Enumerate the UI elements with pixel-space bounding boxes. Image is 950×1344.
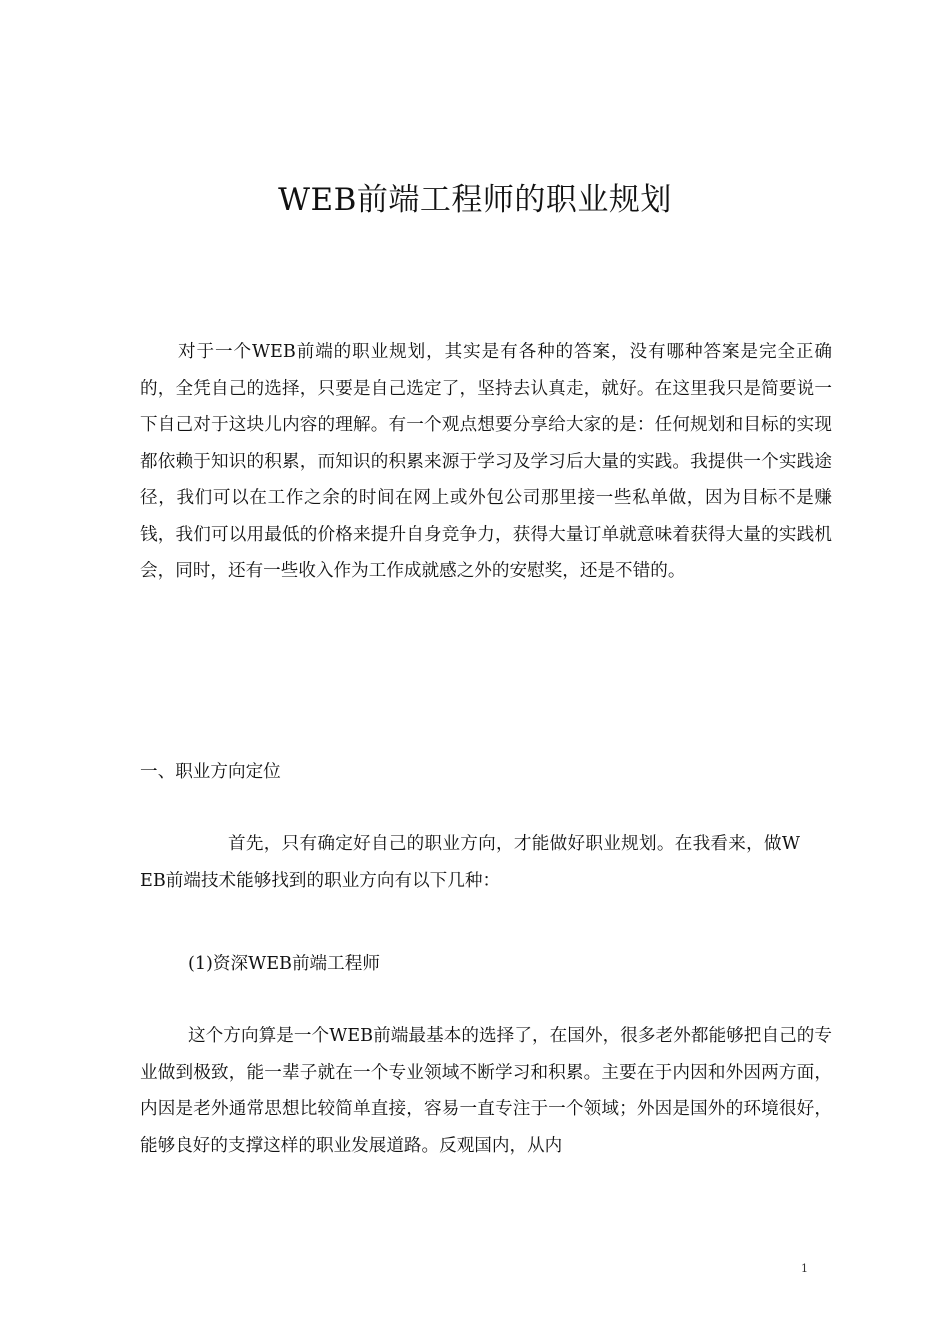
section-paragraph: 首先，只有确定好自己的职业方向，才能做好职业规划。在我看来，做WEB前端技术能够找到的职业方向有以下几种： bbox=[140, 834, 800, 891]
subsection-heading: (1)资深WEB前端工程师 bbox=[188, 954, 380, 974]
section-heading: 一、职业方向定位 bbox=[140, 762, 281, 782]
page-number: 1 bbox=[801, 1262, 808, 1275]
subsection-paragraph: 这个方向算是一个WEB前端最基本的选择了，在国外，很多老外都能够把自己的专业做到极致，能一辈子就在一个专业领域不断学习和积累。主要在于内因和外因两方面，内因是老外通常思想比较简单直接，容易一直专注于一个领域；外因是国外的环境很好，能够良好的支撑这样的职业发展道路。反观国内，从内 bbox=[140, 1026, 832, 1156]
intro-paragraph: 对于一个WEB前端的职业规划，其实是有各种的答案，没有哪种答案是完全正确的，全凭自己的选择，只要是自己选定了，坚持去认真走，就好。在这里我只是简要说一下自己对于这块儿内容的理解。有一个观点想要分享给大家的是：任何规划和目标的实现都依赖于知识的积累，而知识的积累来源于学习及学习后大量的实践。我提供一个实践途径，我们可以在工作之余的时间在网上或外包公司那里接一些私单做，因为目标不是赚钱，我们可以用最低的价格来提升自身竞争力，获得大量订单就意味着获得大量的实践机会，同时，还有一些收入作为工作成就感之外的安慰奖，还是不错的。 bbox=[140, 342, 832, 581]
document-title: WEB前端工程师的职业规划 bbox=[278, 182, 672, 218]
